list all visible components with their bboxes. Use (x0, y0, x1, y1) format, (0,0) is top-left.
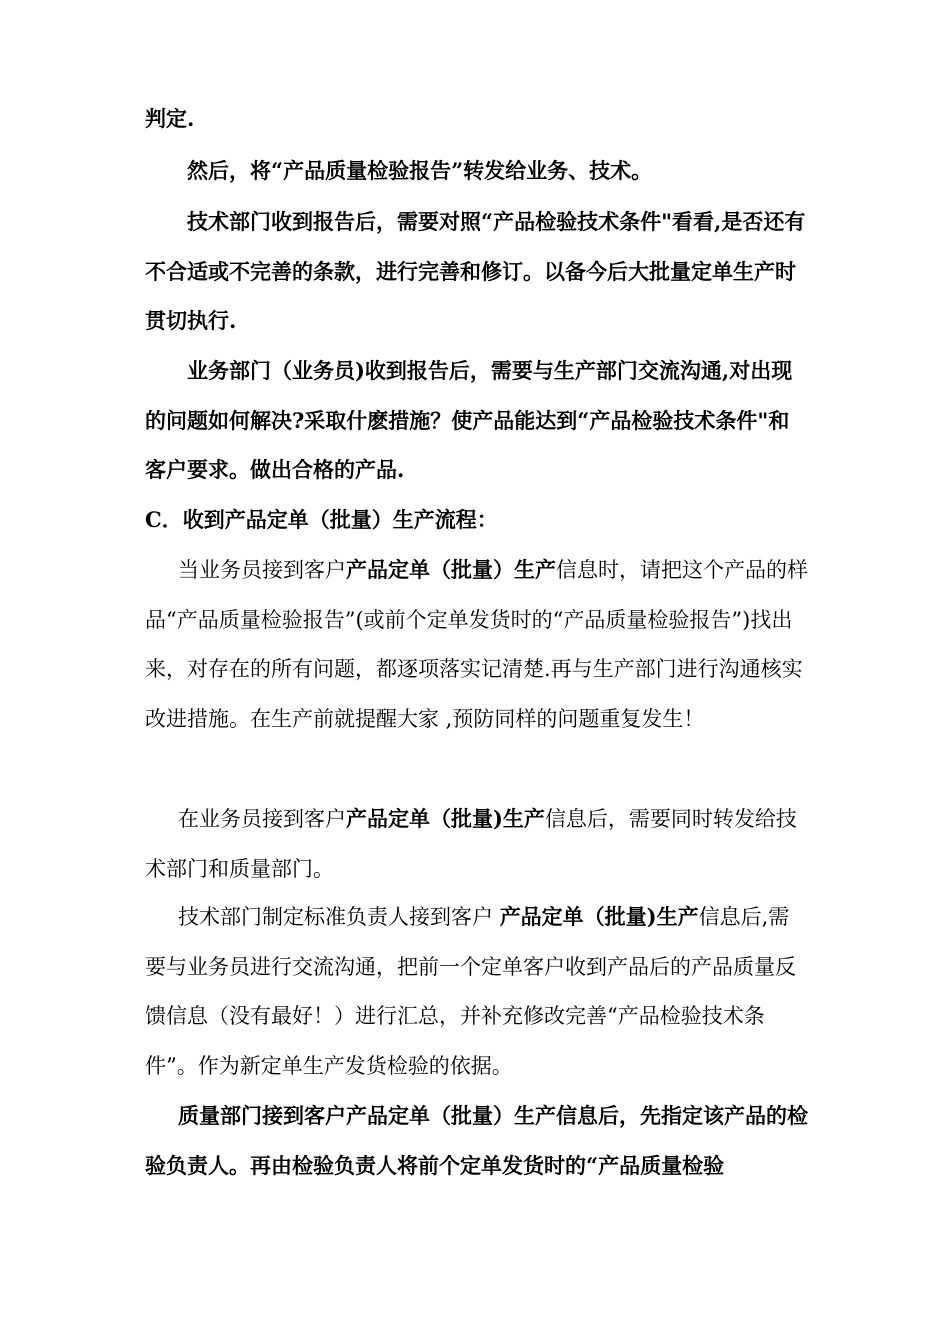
paragraph-forward-order (145, 794, 810, 894)
paragraph-verdict: 判定. (145, 106, 195, 131)
paragraph-order-info (145, 545, 810, 744)
paragraph-business-department: 业务部门（业务员)收到报告后，需要与生产部门交流沟通,对出现的问题如何解决?采取什麽措施？使产品能达到“产品检验技术条件"和客户要求。做出合格的产品. (145, 358, 793, 482)
paragraph-order-info-post: 信息时，请把这个产品的样品“产品质量检验报告”(或前个定单发货时的“产品质量检验报告”)找出来，对存在的所有问题，都逐项落实记清楚.再与生产部门进行沟通核实改进措施。在生产前就提醒大家 ,预防同样的问题重复发生！ (145, 558, 808, 731)
paragraph-forward-report: 然后，将“产品质量检验报告”转发给业务、技术。 (187, 158, 653, 183)
paragraph-tech-standard (145, 892, 810, 1091)
paragraph-order-info-bold: 产品定单（批量）生产 (346, 557, 556, 582)
paragraph-tech-department: 技术部门收到报告后，需要对照“产品检验技术条件"看看,是否还有不合适或不完善的条款，进行完善和修订。以备今后大批量定单生产时贯切执行. (145, 209, 806, 333)
paragraph-order-info-pre: 当业务员接到客户 (178, 558, 346, 582)
paragraph-forward-order-post: 信息后，需要同时转发给技术部门和质量部门。 (145, 807, 797, 881)
section-c-heading: C．收到产品定单（批量）生产流程： (145, 507, 498, 532)
paragraph-quality-department: 质量部门接到客户产品定单（批量）生产信息后，先指定该产品的检验负责人。再由检验负责人将前个定单发货时的“产品质量检验 (145, 1103, 808, 1178)
paragraph-tech-standard-pre: 技术部门制定标准负责人接到客户 (178, 905, 500, 929)
paragraph-forward-order-bold: 产品定单（批量)生产 (346, 806, 545, 831)
paragraph-tech-standard-post: 信息后,需要与业务员进行交流沟通，把前一个定单客户收到产品后的产品质量反馈信息（没有最好！）进行汇总，并补充修改完善“产品检验技术条件”。作为新定单生产发货检验的依据。 (145, 905, 796, 1078)
paragraph-forward-order-pre: 在业务员接到客户 (178, 807, 346, 831)
paragraph-tech-standard-bold: 产品定单（批量)生产 (499, 904, 699, 929)
